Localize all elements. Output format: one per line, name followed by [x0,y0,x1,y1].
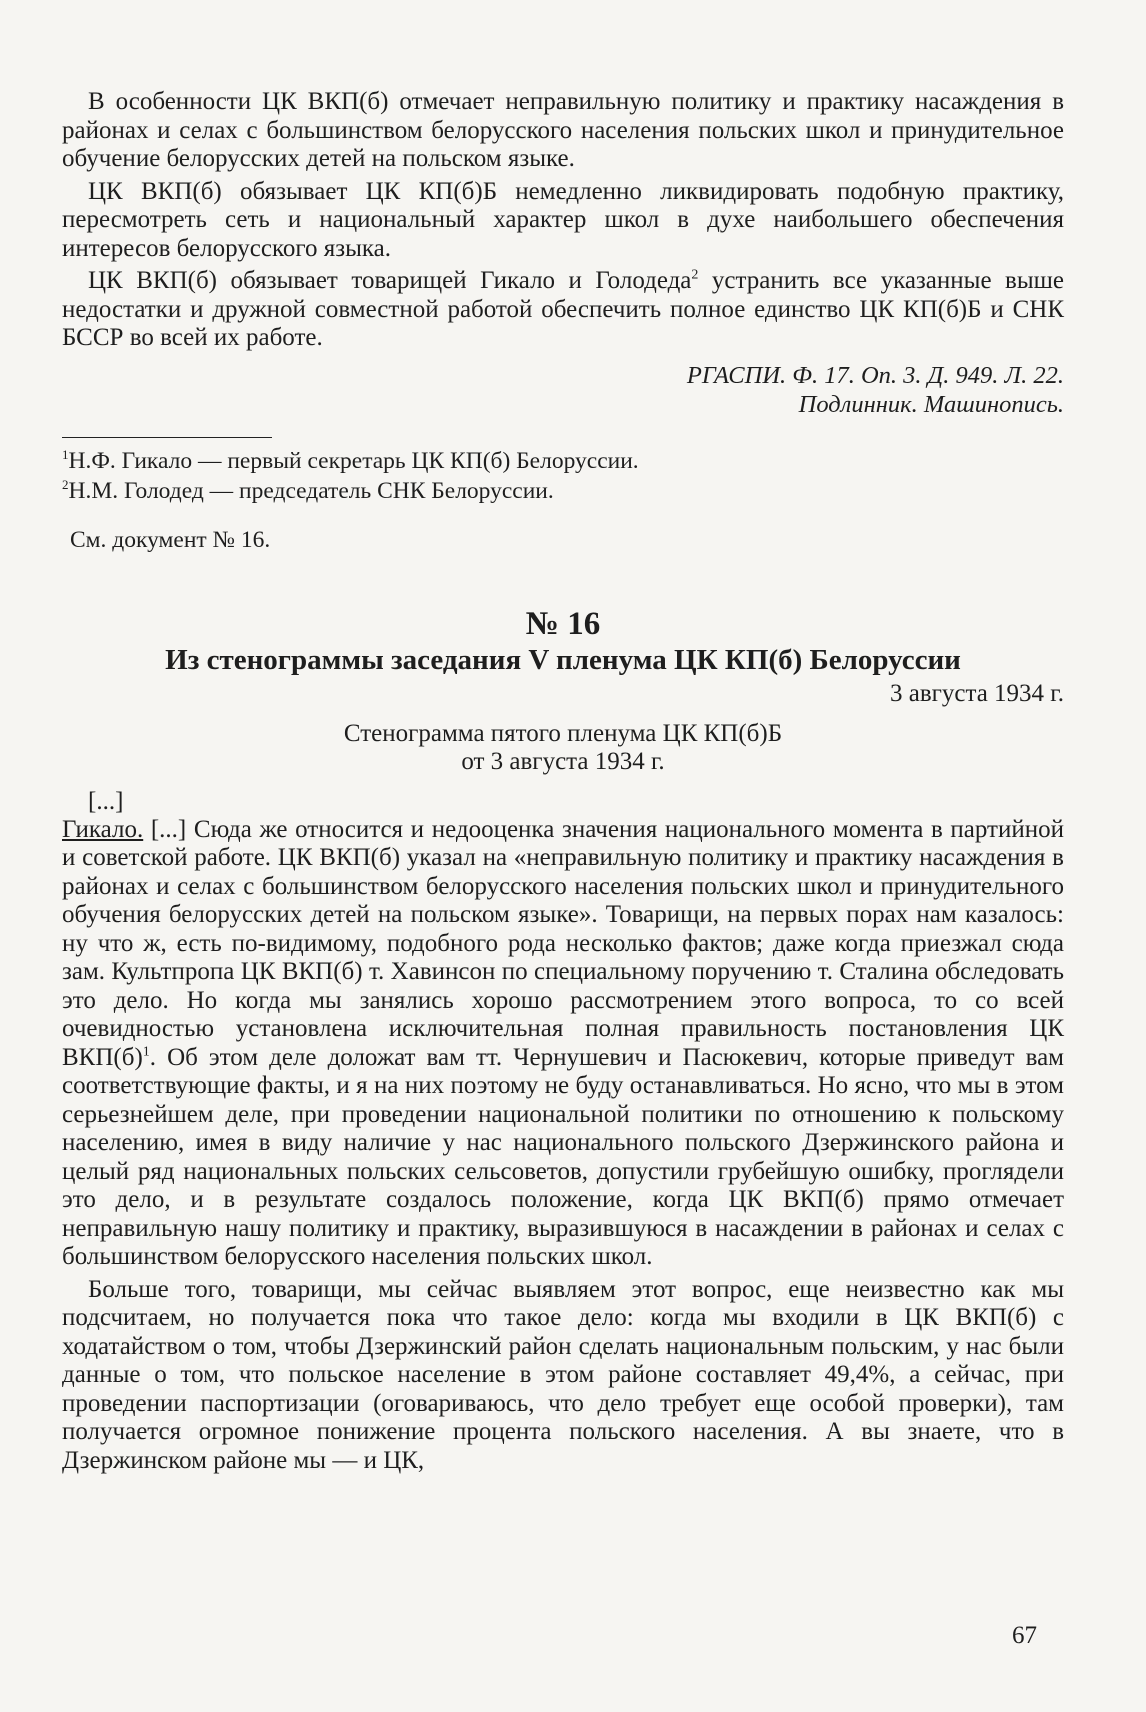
footnote-divider [62,437,272,438]
speech-paragraph-1 [62,816,1064,1272]
footnote-1-text: Н.Ф. Гикало — первый секретарь ЦК КП(б) Белоруссии. [68,447,639,474]
elision-mark: [...] [88,787,124,815]
document-date: 3 августа 1934 г. [889,679,1064,707]
speaker-name: Гикало. [62,815,144,843]
footnote-2-number: 2 [62,476,69,492]
stenogram-heading-line-1: Стенограмма пятого пленума ЦК КП(б)Б [343,719,783,747]
archive-source-line-2: Подлинник. Машинопись. [798,390,1064,418]
page-number: 67 [1012,1622,1037,1649]
footnote-2 [62,476,1064,506]
footnote-1-number: 1 [62,446,69,462]
speech-part-1: [...] Сюда же относится и недооценка значения национального момента в партийной и советской работе. ЦК ВКП(б) указал на «неправильную политику и практику насаждения в районах и селах с большинством белорусского населения польских школ и принудительного обучения белорусских детей на польском языке». Товарищи, на первых порах нам казалось: ну что ж, есть по-видимому, подобного рода несколько фактов; даже когда приезжал сюда зам. Культпропа ЦК ВКП(б) т. Хавинсон по специальному поручению т. Сталина обследовать это дело. Но когда мы занялись хорошо рассмотрением этого вопроса, то со всей очевидностью установлена исключительная полная правильность постановления ЦК ВКП(б) [62,815,1064,1071]
archive-source [62,361,1064,419]
speech-paragraph-2: Больше того, товарищи, мы сейчас выявляем этот вопрос, еще неизвестно как мы подсчитаем, но получается пока что такое дело: когда мы входили в ЦК ВКП(б) с ходатайством о том, чтобы Дзержинский район сделать национальным польским, у нас были данные о том, что польское население в этом районе составляет 49,4%, а сейчас, при проведении паспортизации (оговариваюсь, что дело требует еще особой проверки), там получается огромное понижение процента польского населения. А вы знаете, что в Дзержинском районе мы — и ЦК, [62,1275,1064,1474]
archive-source-line-1: РГАСПИ. Ф. 17. Оп. 3. Д. 949. Л. 22. [686,361,1064,389]
footnote-ref-1: 1 [142,1044,150,1060]
speech-part-2: . Об этом деле доложат вам тт. Чернушевич и Пасюкевич, которые приведут вам соответствующие факты, и я на них поэтому не буду останавливаться. Но ясно, что мы в этом серьезнейшем деле, при проведении национальной политики по отношению к польскому населению, имея в виду наличие у нас национального польского Дзержинского района и целый ряд национальных польских сельсоветов, допустили грубейшую ошибку, проглядели это дело, и в результате создалось положение, когда ЦК ВКП(б) прямо отмечает неправильную нашу политику и практику, выразившуюся в насаждении в районах и селах с большинством белорусского населения польских школ. [62,1043,1064,1270]
footnote-2-text: Н.М. Голодед — председатель СНК Белоруссии. [68,477,554,504]
paragraph-upper-3-end: устранить все указанные выше недостатки и дружной совместной работой обеспечить полное единство ЦК КП(б)Б и СНК БССР во всей их работе. [62,267,1064,351]
document-title: Из стенограммы заседания V пленума ЦК КП(б) Белоруссии [165,643,961,676]
paragraph-upper-2: ЦК ВКП(б) обязывает ЦК КП(б)Б немедленно ликвидировать подобную практику, пересмотреть сеть и национальный характер школ в духе наибольшего обеспечения интересов белорусского языка. [62,177,1064,262]
page-content [62,88,1064,1479]
paragraph-upper-3 [62,267,1064,353]
stenogram-heading [62,720,1064,776]
stenogram-heading-line-2: от 3 августа 1934 г. [461,747,665,775]
paragraph-upper-1: В особенности ЦК ВКП(б) отмечает неправильную политику и практику насаждения в районах и селах с большинством белорусского населения польских школ и принудительное обучение белорусских детей на польском языке. [62,88,1064,172]
see-document-note: См. документ № 16. [70,526,271,553]
document-number: № 16 [525,605,601,642]
footnote-ref-2: 2 [691,267,699,283]
paragraph-upper-3-start: ЦК ВКП(б) обязывает товарищей Гикало и Голодеда [88,267,692,294]
footnote-1 [62,446,1064,476]
